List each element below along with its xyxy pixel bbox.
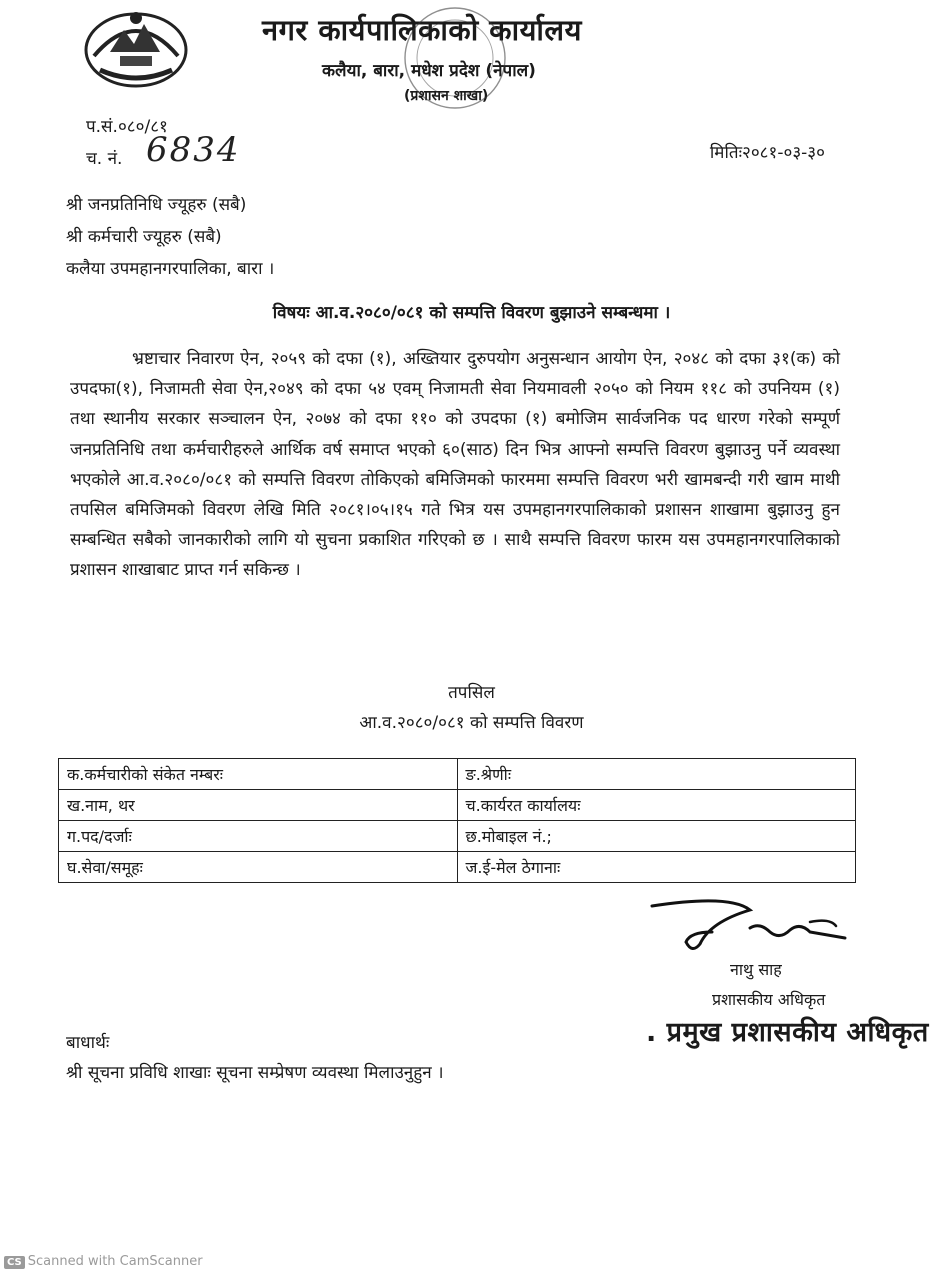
signer-title: प्रशासकीय अधिकृत: [712, 990, 826, 1009]
watermark-text: Scanned with CamScanner: [27, 1254, 203, 1269]
recipient-line: कलैया उपमहानगरपालिका, बारा ।: [66, 259, 275, 279]
table-cell: ज.ई-मेल ठेगानाः: [457, 852, 856, 883]
table-cell: ङ.श्रेणीः: [457, 759, 856, 790]
reference-number: प.सं.०८०/८१: [86, 117, 168, 137]
camscanner-icon: CS: [4, 1256, 25, 1269]
office-title: नगर कार्यपालिकाको कार्यालय: [262, 13, 582, 47]
cc-text: श्री सूचना प्रविधि शाखाः सूचना सम्प्रेषण व्यवस्था मिलाउनुहुन ।: [66, 1063, 444, 1083]
table-cell: क.कर्मचारीको संकेत नम्बरः: [59, 759, 458, 790]
dispatch-label: च. नं.: [86, 149, 123, 169]
table-cell: छ.मोबाइल नं.;: [457, 821, 856, 852]
recipient-line: श्री कर्मचारी ज्यूहरु (सबै): [66, 227, 222, 247]
office-stamp-icon: [380, 2, 530, 114]
body-paragraph: भ्रष्टाचार निवारण ऐन, २०५९ को दफा (१), अख्तियार दुरुपयोग अनुसन्धान आयोग ऐन, २०४८ को दफा ३१(क) को उपदफा(१), निजामती सेवा ऐन,२०४९ को दफा ५४ एवम् निजामती सेवा नियमावली २०५० को नियम ११८ को उपनियम (१) तथा स्थानीय सरकार सञ्चालन ऐन, २०७४ को दफा ११० को उपदफा (१) बमोजिम सार्वजनिक पद धारण गरेको सम्पूर्ण जनप्रतिनिधि तथा कर्मचारीहरुले आर्थिक वर्ष समाप्त भएको ६०(साठ) दिन भित्र आफ्नो सम्पत्ति विवरण बुझाउनु पर्ने व्यवस्था भएकोले आ.व.२०८०/०८१ को सम्पत्ति विवरण तोकिएको बमिजिमको फारममा सम्पत्ति विवरण भरी खामबन्दी गरी खाम माथी तपसिल बमिजिमको विवरण लेखि मिति २०८१।०५।१५ गते भित्र यस उपमहानगरपालिकाको प्रशासन शाखामा बुझाउनु हुन सम्बन्धित सबैको जानकारीको लागि यो सुचना प्रकाशित गरिएको छ । साथै सम्पत्ति विवरण फारम यस उपमहानगरपालिकाको प्रशासन शाखाबाट प्राप्त गर्न सकिन्छ ।: [70, 349, 840, 581]
annex-title: तपसिल: [448, 683, 495, 703]
table-row: [59, 852, 856, 883]
subject-line: विषयः आ.व.२०८०/०८१ को सम्पत्ति विवरण बुझाउने सम्बन्धमा ।: [272, 303, 671, 323]
table-row: [59, 759, 856, 790]
signature: [640, 892, 860, 962]
table-cell: ग.पद/दर्जाः: [59, 821, 458, 852]
nepal-emblem-icon: [80, 4, 192, 90]
recipient-line: श्री जनप्रतिनिधि ज्यूहरु (सबै): [66, 195, 247, 215]
asset-details-table: [58, 758, 856, 883]
table-cell: च.कार्यरत कार्यालयः: [457, 790, 856, 821]
scanner-watermark: [4, 1254, 203, 1269]
table-cell: ख.नाम, थर: [59, 790, 458, 821]
signer-name: नाथु साह: [730, 960, 782, 979]
table-cell: घ.सेवा/समूहः: [59, 852, 458, 883]
office-address: कलैया, बारा, मधेश प्रदेश (नेपाल): [322, 61, 536, 81]
cc-label: बाधार्थः: [66, 1033, 110, 1053]
office-section: (प्रशासन शाखा): [404, 88, 489, 104]
annex-subtitle: आ.व.२०८०/०८१ को सम्पत्ति विवरण: [359, 713, 584, 733]
dispatch-number: 6834: [146, 130, 241, 170]
table-row: [59, 821, 856, 852]
signatory-stamp-title: . प्रमुख प्रशासकीय अधिकृत: [646, 1017, 929, 1048]
table-row: [59, 790, 856, 821]
letter-date: मितिः२०८१-०३-३०: [709, 143, 825, 163]
